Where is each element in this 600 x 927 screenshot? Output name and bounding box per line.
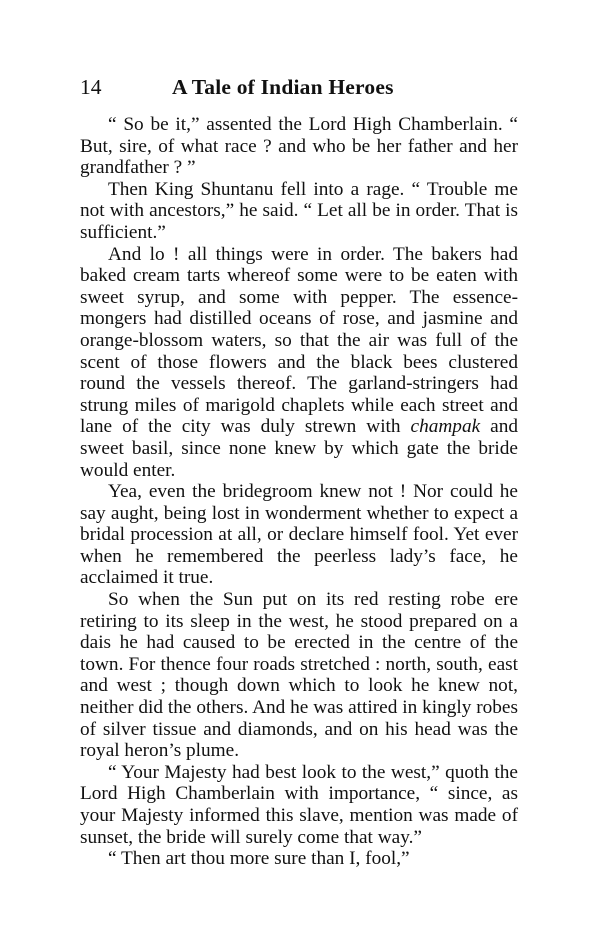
paragraph-sunset-dais: So when the Sun put on its red resting robe ere retiring to its sleep in the west, he stood prepared on a dais he had caused to be erected in the centre of the town. For thence four roads stretched : north, south, east and west ; though down which to look he knew not, neither did the others. And he was attired in kingly robes of silver tissue and diamonds, and on his head was the royal heron’s plume.: [80, 589, 518, 762]
page-number: 14: [80, 75, 102, 99]
paragraph-preparations-part-2: and sweet basil, since none knew by which gate the bride would enter.: [80, 416, 518, 481]
paragraph-chamberlain-question: “ So be it,” assented the Lord High Chamberlain. “ But, sire, of what race ? and who be her father and her grandfather ? ”: [80, 114, 518, 179]
paragraph-preparations: [80, 244, 518, 482]
paragraph-preparations-part-1: And lo ! all things were in order. The bakers had baked cream tarts whereof some were to be eaten with sweet syrup, and some with pepper. The essence-mongers had distilled oceans of rose, and jasmine and orange-blossom waters, so that the air was full of the scent of those flowers and the black bees clustered round the vessels thereof. The garland-stringers had strung miles of marigold chaplets while each street and lane of the city was duly strewn with: [80, 243, 518, 438]
paragraph-reply: “ Then art thou more sure than I, fool,”: [108, 848, 410, 870]
paragraph-look-west: “ Your Majesty had best look to the west,” quoth the Lord High Chamberlain with importance, “ since, as your Majesty informed this slave, mention was made of sunset, the bride will surely come that way.”: [80, 761, 518, 848]
champak-italic: champak: [410, 416, 481, 438]
book-page: [80, 72, 518, 870]
paragraph-bridegroom: Yea, even the bridegroom knew not ! Nor could he say aught, being lost in wonderment whether to expect a bridal procession at all, or declare himself fool. Yet ever when he remembered the peerless lady’s face, he acclaimed it true.: [80, 481, 518, 589]
body-text: [80, 114, 518, 870]
running-title: A Tale of Indian Heroes: [172, 75, 394, 99]
paragraph-king-rage: Then King Shuntanu fell into a rage. “ Trouble me not with ancestors,” he said. “ Let all be in order. That is sufficient.”: [80, 178, 518, 243]
running-header: [80, 72, 518, 102]
